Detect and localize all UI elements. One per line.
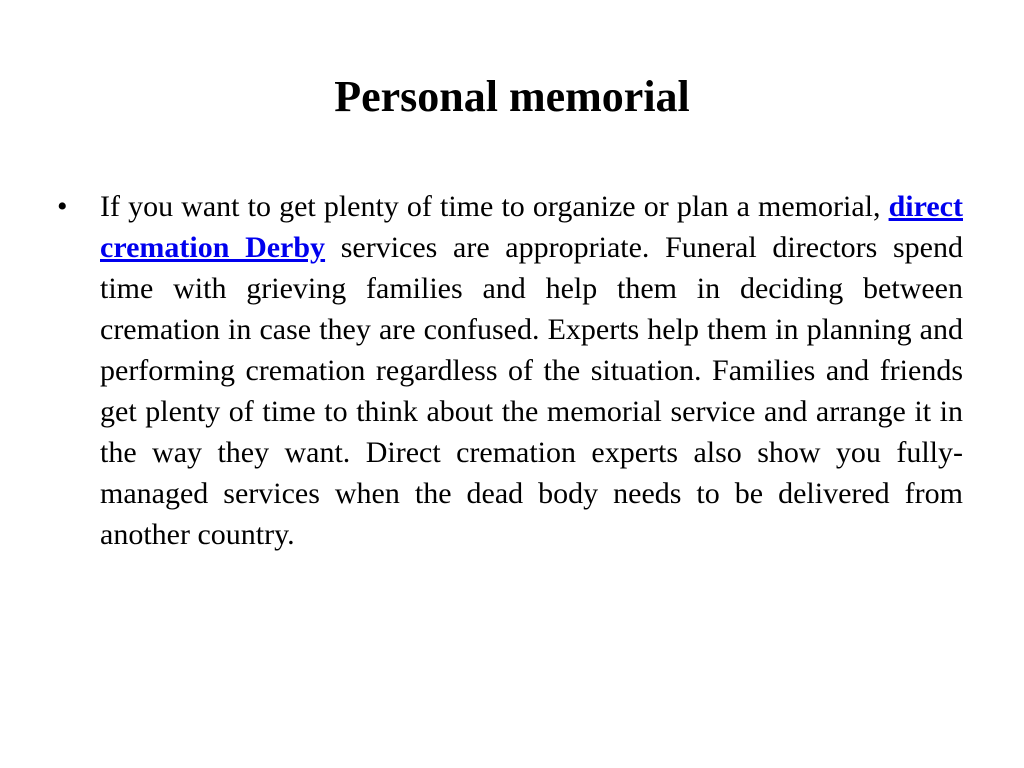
slide-title: Personal memorial xyxy=(334,72,690,121)
direct-cremation-derby-link[interactable]: direct cremation Derby xyxy=(100,190,963,264)
bullet-item xyxy=(55,186,963,555)
bullet-text-before-link: If you want to get plenty of time to organize or plan a memorial, xyxy=(100,190,889,223)
bullet-text-after-link: services are appropriate. Funeral directors spend time with grieving families and help them in deciding between cremation in case they are confused. Experts help them in planning and performing cremation regardless of the situation. Families and friends get plenty of time to think about the memorial service and arrange it in the way they want. Direct cremation experts also show you fully-managed services when the dead body needs to be delivered from another country. xyxy=(100,231,963,551)
slide-content xyxy=(55,186,963,555)
bullet-marker: • xyxy=(57,190,68,223)
